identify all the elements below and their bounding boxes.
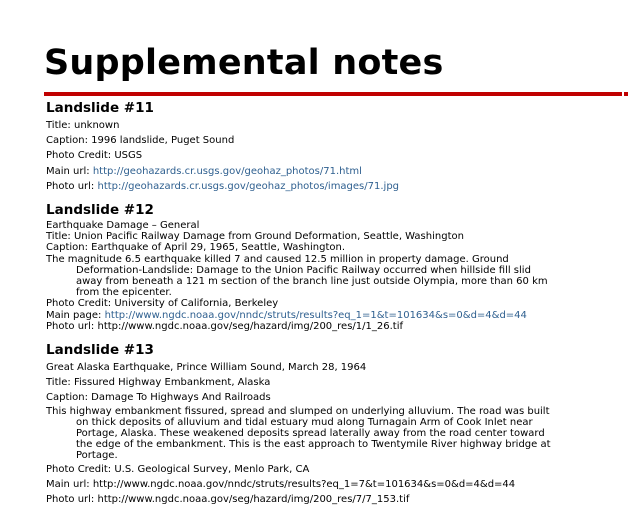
landslide-12-heading: Landslide #12 xyxy=(46,202,154,219)
landslide-11-photo-url-link[interactable]: http://geohazards.cr.usgs.gov/geohaz_photos/images/71.jpg xyxy=(97,180,400,192)
landslide-12-caption: Caption: Earthquake of April 29, 1965, Seattle, Washington. xyxy=(46,242,345,254)
landslide-12-main-page-link[interactable]: http://www.ngdc.noaa.gov/nndc/struts/results?eq_1=1&t=101634&s=0&d=4&d=44 xyxy=(104,309,527,321)
landslide-11-main-url-link[interactable]: http://geohazards.cr.usgs.gov/geohaz_photos/71.html xyxy=(92,165,362,177)
landslide-11-main-url-row xyxy=(46,164,630,179)
landslide-12-main-page-row xyxy=(46,310,630,321)
landslide-12-photo-url: Photo url: http://www.ngdc.noaa.gov/seg/hazard/img/200_res/1/1_26.tif xyxy=(46,320,404,332)
description-line: away from beneath a 121 m section of the branch line just outside Olympia, more than 60 km xyxy=(76,276,548,288)
landslide-11-caption: Caption: 1996 landslide, Puget Sound xyxy=(46,135,235,147)
spacer xyxy=(46,194,630,201)
title-divider-accent xyxy=(624,92,628,96)
landslide-13-photo-url: Photo url: http://www.ngdc.noaa.gov/seg/hazard/img/200_res/7/7_153.tif xyxy=(46,494,410,506)
landslide-11-heading: Landslide #11 xyxy=(46,100,154,116)
landslide-12-credit: Photo Credit: University of California, Berkeley xyxy=(46,298,279,310)
landslide-13-title: Title: Fissured Highway Embankment, Alaska xyxy=(46,377,271,389)
description-line: the edge of the embankment. This is the east approach to Twentymile River highway bridge at xyxy=(76,439,551,451)
description-line: This highway embankment fissured, spread and slumped on underlying alluvium. The road was built xyxy=(46,405,550,417)
landslide-13-event: Great Alaska Earthquake, Prince William Sound, March 28, 1964 xyxy=(46,362,367,374)
landslide-11-photo-url-row xyxy=(46,179,630,194)
landslide-12-title: Title: Union Pacific Railway Damage from Ground Deformation, Seattle, Washington xyxy=(46,231,464,243)
description-line: on thick deposits of alluvium and tidal estuary mud along Turnagain Arm of Cook Inlet near xyxy=(76,416,533,428)
description-line: Portage. xyxy=(76,450,118,462)
landslide-13-description xyxy=(46,406,630,462)
notes-body xyxy=(46,99,630,507)
landslide-11-title: Title: unknown xyxy=(46,120,120,131)
landslide-11-section xyxy=(46,99,630,194)
landslide-13-credit: Photo Credit: U.S. Geological Survey, Menlo Park, CA xyxy=(46,463,310,475)
landslide-13-section xyxy=(46,341,630,507)
landslide-13-heading: Landslide #13 xyxy=(46,342,154,359)
description-line: Portage, Alaska. These weakened deposits spread laterally away from the road center toward xyxy=(76,428,545,440)
photo-url-label: Photo url: xyxy=(46,180,98,192)
slide-title: Supplemental notes xyxy=(44,43,444,83)
landslide-12-section xyxy=(46,201,630,332)
landslide-12-description xyxy=(46,254,630,299)
landslide-11-credit: Photo Credit: USGS xyxy=(46,150,143,162)
description-line: The magnitude 6.5 earthquake killed 7 and caused 12.5 million in property damage. Ground xyxy=(46,253,509,265)
landslide-13-main-url: Main url: http://www.ngdc.noaa.gov/nndc/struts/results?eq_1=7&t=101634&s=0&d=4&d=44 xyxy=(46,478,516,490)
description-line: Deformation-Landslide: Damage to the Union Pacific Railway occurred when hillside fill slid xyxy=(76,264,531,276)
spacer xyxy=(46,332,630,341)
main-page-label: Main page: xyxy=(46,309,105,321)
description-line: from the epicenter. xyxy=(76,287,172,299)
main-url-label: Main url: xyxy=(46,165,93,177)
landslide-13-caption: Caption: Damage To Highways And Railroads xyxy=(46,392,271,404)
landslide-12-category: Earthquake Damage – General xyxy=(46,220,200,232)
title-divider xyxy=(44,92,622,96)
